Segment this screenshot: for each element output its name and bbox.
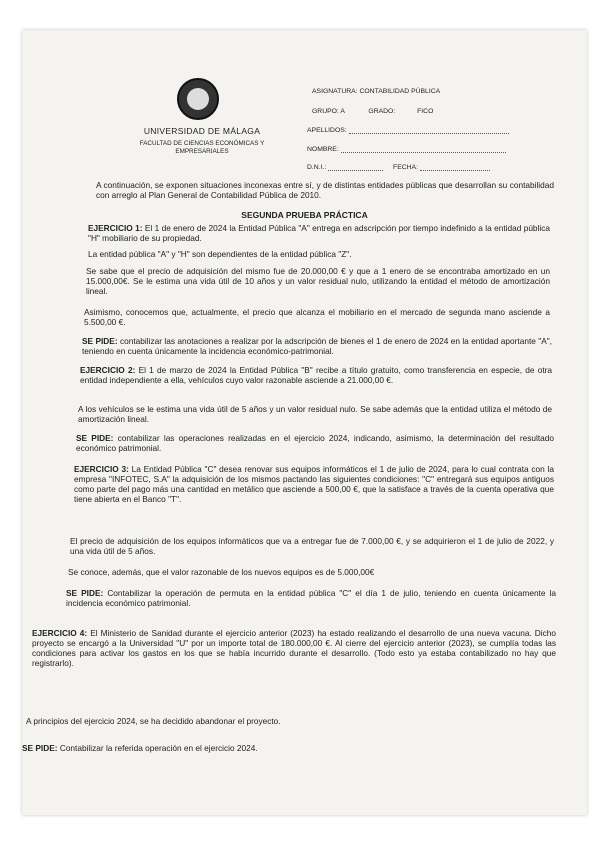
name-line: [307, 145, 506, 153]
subject-value: CONTABILIDAD PÚBLICA: [359, 88, 441, 95]
ex2-question: [76, 433, 554, 453]
group-value: A: [340, 108, 345, 115]
ex4-label: EJERCICIO 4:: [32, 628, 88, 638]
ex1-label: EJERCICIO 1:: [88, 223, 143, 233]
surname-line: [307, 126, 509, 134]
ex2-text-1: El 1 de marzo de 2024 la Entidad Pública "B" recibe a título gratuito, como transferencia en especie, de otra entidad independiente a ella, vehículos cuyo valor razonable asciende a 21.000,00 €.: [80, 365, 553, 385]
dni-label: D.N.I.:: [307, 164, 327, 171]
ex3-paragraph-2: El precio de adquisición de los equipos informáticos que va a entregar fue de 7.000,00 €, y se adquirieron el 1 de julio de 2022, y una vida útil de 5 años.: [70, 536, 554, 556]
ex1-paragraph-4: Asimismo, conocemos que, actualmente, el precio que alcanza el mobiliario en el mercado de segunda mano asciende a 5.500,00 €.: [84, 307, 550, 327]
ex2-sepide-label: SE PIDE:: [76, 433, 114, 443]
ex1-sepide-text: contabilizar las anotaciones a realizar por la adscripción de bienes el 1 de enero de 2024 en la entidad aportante "A", teniendo en cuenta únicamente la incidencia económico-patrimonial.: [82, 336, 552, 356]
ex3-sepide-text: Contabilizar la operación de permuta en la entidad pública "C" el día 1 de julio, teniendo en cuenta únicamente la incidencia económico patrimonial.: [66, 588, 556, 608]
dni-date-line: [307, 163, 490, 171]
ex1-paragraph-1: [88, 223, 550, 243]
subject-label: ASIGNATURA:: [312, 88, 358, 95]
ex3-paragraph-1: [74, 464, 554, 504]
dni-field[interactable]: [328, 163, 383, 171]
ex3-question: [66, 588, 556, 608]
intro-text: A continuación, se exponen situaciones inconexas entre sí, y de distintas entidades públicas que desarrollan su contabilidad con arreglo al Plan General de Contabilidad Pública de 2010.: [96, 180, 554, 200]
grade-value: FICO: [417, 108, 434, 115]
ex4-paragraph-2: A principios del ejercicio 2024, se ha decidido abandonar el proyecto.: [26, 716, 281, 726]
ex1-paragraph-3: Se sabe que el precio de adquisición del mismo fue de 20.000,00 € y que a 1 enero de se encontraba amortizado en un 15.000,00€. Se le estima una vida útil de 10 años y un valor residual nulo, utilizando la entidad el método de amortización lineal.: [86, 266, 550, 296]
ex2-sepide-text: contabilizar las operaciones realizadas en el ejercicio 2024, indicando, asimismo, la determinación del resultado económico patrimonial.: [76, 433, 554, 453]
name-label: NOMBRE:: [307, 146, 339, 153]
grade-label: GRADO:: [368, 108, 396, 115]
ex4-paragraph-1: [32, 628, 556, 668]
ex3-label: EJERCICIO 3:: [74, 464, 129, 474]
ex3-sepide-label: SE PIDE:: [66, 588, 104, 598]
ex1-text-1: El 1 de enero de 2024 la Entidad Pública "A" entrega en adscripción por tiempo indefinido a la entidad pública "H" mobiliario de su propiedad.: [88, 223, 550, 243]
ex1-paragraph-2: La entidad pública "A" y "H" son dependientes de la entidad pública "Z".: [88, 249, 352, 259]
ex2-label: EJERCICIO 2:: [80, 365, 136, 375]
ex2-paragraph-2: A los vehículos se le estima una vida útil de 5 años y un valor residual nulo. Se sabe además que la entidad utiliza el método de amortización lineal.: [78, 404, 552, 424]
exam-sheet: [22, 30, 587, 815]
ex1-question: [82, 336, 552, 356]
exam-title: SEGUNDA PRUEBA PRÁCTICA: [241, 210, 368, 220]
group-label: GRUPO:: [312, 108, 339, 115]
ex3-paragraph-3: Se conoce, además, que el valor razonable de los nuevos equipos es de 5.000,00€: [68, 567, 375, 577]
surname-field[interactable]: [349, 126, 509, 134]
faculty-name: FACULTAD DE CIENCIAS ECONÓMICAS Y EMPRESARIALES: [139, 140, 265, 155]
date-field[interactable]: [420, 163, 490, 171]
ex4-sepide-label: SE PIDE:: [22, 743, 58, 753]
ex1-sepide-label: SE PIDE:: [82, 336, 118, 346]
ex3-text-1: La Entidad Pública "C" desea renovar sus equipos informáticos el 1 de julio de 2024, para lo cual contrata con la empresa "INFOTEC, S.A" la adquisición de los mismos pactando las siguientes condiciones: "C" entregará sus equipos antiguos como parte del pago más una cantidad en metálico que asciende a 500,00 €, que la satisface a través de la cuenta operativa que tiene abierta en el Banco "T".: [74, 464, 554, 504]
ex2-paragraph-1: [80, 365, 552, 385]
university-seal-icon: [177, 78, 219, 120]
subject-line: [312, 88, 440, 95]
ex4-question: [22, 743, 556, 753]
ex4-text-1: El Ministerio de Sanidad durante el ejercicio anterior (2023) ha estado realizando el desarrollo de una nueva vacuna. Dicho proyecto se encargó a la Universidad "U" por un importe total de 180.000,00 €. Al cierre del ejercicio anterior (2023), se cumplía todas las condiciones para activar los gastos en los que se había incurrido durante el desarrollo. (Todo esto ya estaba contabilizado no hay que registrarlo).: [32, 628, 556, 668]
name-field[interactable]: [341, 145, 506, 153]
surname-label: APELLIDOS:: [307, 127, 347, 134]
ex4-sepide-text: Contabilizar la referida operación en el ejercicio 2024.: [59, 743, 258, 753]
university-name: UNIVERSIDAD DE MÁLAGA: [143, 126, 261, 136]
date-label: FECHA:: [393, 164, 418, 171]
group-line: [312, 108, 433, 115]
